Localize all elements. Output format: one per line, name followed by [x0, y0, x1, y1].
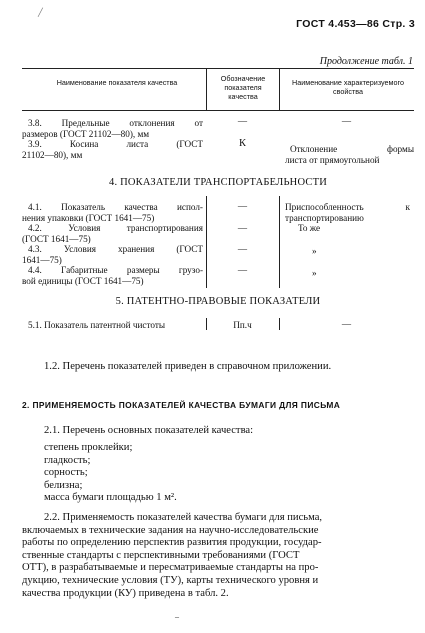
paragraph-1-2: 1.2. Перечень показателей приведен в справочном приложении. [44, 361, 332, 372]
row-5-1-symbol: Пп.ч [233, 320, 252, 330]
section-2-heading: 2. ПРИМЕНЯЕМОСТЬ ПОКАЗАТЕЛЕЙ КАЧЕСТВА БУМАГИ ДЛЯ ПИСЬМА [22, 400, 341, 410]
row-5-1-name: 5.1. Показатель патентной чистоты [28, 320, 166, 330]
column-divider [279, 68, 280, 110]
list-item: масса бумаги площадью 1 м². [44, 492, 177, 504]
list-item: белизна; [44, 479, 83, 491]
column-header-property: Наименование характеризуемого свойства [292, 78, 404, 96]
row-4-4-line2: вой единицы (ГОСТ 1641—75) [22, 275, 144, 286]
row-4-3-line2: 1641—75) [22, 254, 62, 265]
row-3-8-symbol: — [237, 116, 248, 126]
column-divider [206, 68, 207, 110]
list-item: сорность; [44, 467, 88, 479]
table-header-rule [22, 110, 414, 111]
column-divider [279, 196, 280, 288]
row-4-1-line1: 4.1. Показатель качества испол- [28, 202, 203, 212]
list-item: гладкость; [44, 454, 91, 466]
row-3-9-property-line1: Отклонение формы [290, 144, 414, 154]
row-4-2-line1: 4.2. Условия транспортирования [28, 223, 203, 233]
row-3-9-property-line2: листа от прямоугольной [285, 154, 380, 165]
row-4-1-property-line1: Приспособленность к [285, 202, 410, 212]
page-header: ГОСТ 4.453—86 Стр. 3 [296, 18, 415, 30]
quality-indicators-list [44, 442, 425, 505]
row-4-2-symbol: — [237, 223, 248, 233]
paragraph-line: 2.2. Применяемость показателей качества бумаги для письма, [44, 512, 323, 523]
paragraph-line: включаемых в технические задания на научно-исследовательские [22, 524, 319, 536]
row-4-4-symbol: — [237, 265, 248, 275]
footer-mark: ‒ [175, 612, 179, 621]
paragraph-line: качества продукции (КУ) приведена в табл. 2. [22, 587, 229, 599]
row-4-3-symbol: — [237, 244, 248, 254]
row-4-1-symbol: — [237, 201, 248, 211]
paragraph-2-1: 2.1. Перечень основных показателей качества: [44, 425, 254, 436]
row-4-2-property: То же [298, 223, 321, 233]
row-4-3-property: » [312, 246, 317, 256]
paragraph-2-2 [22, 512, 412, 600]
row-3-8-line1: 3.8. Предельные отклонения от [28, 118, 203, 128]
column-header-name: Наименование показателя качества [56, 78, 178, 87]
row-3-8-line2: размеров (ГОСТ 21102—80), мм [22, 128, 150, 139]
row-4-1-line2: нения упаковки (ГОСТ 1641—75) [22, 212, 155, 223]
row-3-8-property: — [341, 116, 352, 126]
section-4-title: 4. ПОКАЗАТЕЛИ ТРАНСПОРТАБЕЛЬНОСТИ [109, 177, 327, 188]
column-header-symbol: Обозначение показателя качества [220, 74, 266, 101]
column-divider [206, 196, 207, 288]
row-3-9-line2: 21102—80), мм [22, 149, 83, 160]
row-3-9-symbol: К [238, 138, 246, 149]
list-item: степень проклейки; [44, 442, 133, 453]
table-top-rule [22, 68, 414, 69]
row-4-4-property: » [312, 268, 317, 278]
row-4-2-line2: (ГОСТ 1641—75) [22, 233, 91, 244]
row-5-1-property: — [341, 319, 352, 329]
section-5-title: 5. ПАТЕНТНО-ПРАВОВЫЕ ПОКАЗАТЕЛИ [115, 296, 321, 307]
row-4-4-line1: 4.4. Габаритные размеры грузо- [28, 265, 203, 275]
scan-mark: ╱ [38, 8, 43, 17]
paragraph-line: ОТТ), в разрабатываемые и пересматриваемые стандарты на про- [22, 562, 319, 574]
paragraph-line: дукцию, технические условия (ТУ), карты технического уровня и [22, 574, 319, 586]
paragraph-line: работы по определению перспектив развития продукции, государ- [22, 537, 322, 549]
row-4-1-property-line2: транспортированию [285, 212, 364, 223]
row-4-3-line1: 4.3. Условия хранения (ГОСТ [28, 244, 203, 254]
paragraph-line: ственные стандарты с перспективными требованиями (ГОСТ [22, 549, 300, 561]
table-continuation-label: Продолжение табл. 1 [319, 56, 413, 67]
row-3-9-line1: 3.9. Косина листа (ГОСТ [28, 139, 203, 149]
